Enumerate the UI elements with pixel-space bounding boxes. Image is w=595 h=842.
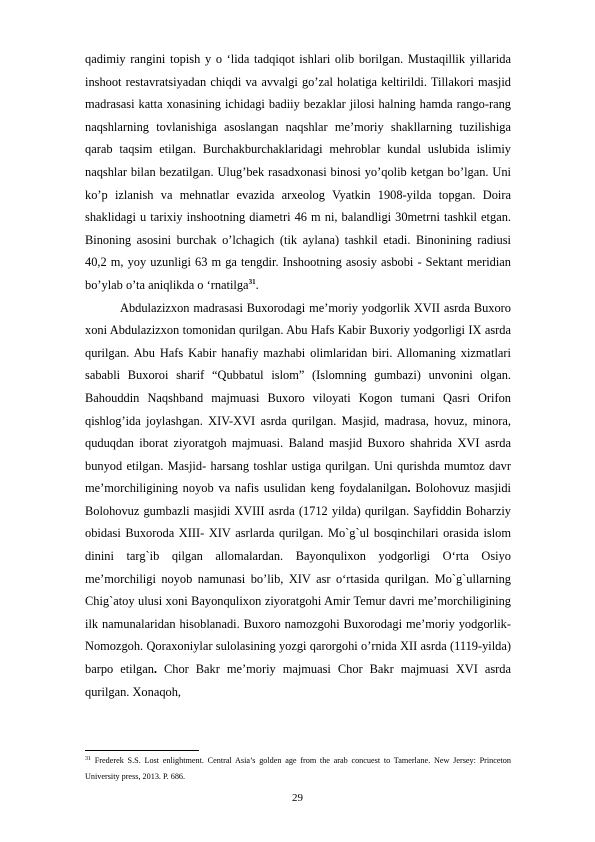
paragraph-2 <box>85 297 511 704</box>
footnote-text: Frederek S.S. Lost enlightment. Central Asia’s golden age from the arab concuest to Tamerlane. New Jersey: Princeton University press, 2013. P. 686. <box>85 756 511 781</box>
paragraph-2-text-a: Abdulazizxon madrasasi Buxorodagi me’moriy yodgorlik XVII asrda Buxoro xoni Abdulazizxon tomonidan qurilgan. Abu Hafs Kabir Buxoriy yodgorligi IX asrda qurilgan. Abu Hafs Kabir hanafiy mazhabi olimlaridan biri. Allomaning xizmatlari sababli Buxoroi sharif “Qubbatul islom” (Islomning gumbazi) unvonini olgan. Bahouddin Naqshband majmuasi Buxoro viloyati Kogon tumani Qasri Orifon qishlog’ida joylashgan. XIV-XVI asrda qurilgan. Masjid, madrasa, hovuz, minora, quduqdan iborat ziyoratgoh majmuasi. Baland masjid Buxoro shahrida XVI asrda bunyod etilgan. Masjid- harsang toshlar ustiga qurilgan. Uni qurishda mumtoz davr me’morchiligining noyob va nafis usulidan keng foydalanilgan <box>85 300 511 496</box>
page-number: 29 <box>292 792 303 804</box>
footnote <box>85 753 511 784</box>
bold-period-2: . <box>153 662 158 677</box>
footnote-separator <box>85 750 199 751</box>
bold-period-1: . <box>407 481 411 496</box>
paragraph-2-text-b: Bolohovuz masjidi Bolohovuz gumbazli masjidi XVIII asrda (1712 yilda) qurilgan. Sayfiddin Boharziy obidasi Buxoroda XIII- XIV asrlarda qurilgan. Mo`g`ul bosqinchilari orasida islom dinini targ`ib qilgan allomalardan. Bayonqulixon yodgorligi O‘rta Osiyo me’morchiligi noyob namunasi bo’lib, XIV asr o‘rtasida qurilgan. Mo`g`ullarning Chig`atoy ulusi xoni Bayonqulixon ziyoratgohi Amir Temur davri me’morchiligining ilk namunalaridan hisoblanadi. Buxoro namozgohi Buxorodagi me’moriy yodgorlik-Nomozgoh. Qoraxoniylar sulolasining yozgi qarorgohi o’rnida XII asrda (1119-yilda) barpo etilgan <box>85 481 511 677</box>
footnote-reference: 31 <box>248 277 256 286</box>
paragraph-1-text: qadimiy rangini topish y o ‘lida tadqiqot ishlari olib borilgan. Mustaqillik yillarida inshoot restavratsiyadan chiqdi va avvalgi go’zal holatiga keltirildi. Tillakori masjid madrasasi katta xonasining ichidagi badiiy bezaklar jilosi halning hamda rango-rang naqshlarning tovlanishiga asoslangan naqshlar me’moriy shakllarning tuzilishiga qarab taqsim etilgan. Burchakburchaklaridagi mehroblar kundal uslubida islimiy naqshlar bilan bezatilgan. Ulug’bek rasadxonasi binosi yo’qolib ketgan bo’lgan. Uni ko’p izlanish va mehnatlar evazida arxeolog Vyatkin 1908-yilda topgan. Doira shaklidagi u tarixiy inshootning diametri 46 m ni, balandligi 30metrni tashkil etgan. Binoning asosini burchak o’lchagich (tik aylana) tashkil etadi. Binonining radiusi 40,2 m, yoy uzunligi 63 m ga tengdir. Inshootning asosiy asbobi - Sektant meridian bo’ylab o’ta aniqlikda o ‘rnatilga <box>85 52 511 292</box>
body-text <box>85 48 511 703</box>
paragraph-1-end: . <box>255 277 259 292</box>
footnote-number: 31 <box>85 756 91 762</box>
paragraph-2-text-c: Chor Bakr me’moriy majmuasi Chor Bakr majmuasi XVI asrda qurilgan. Xonaqoh, <box>85 662 511 699</box>
paragraph-1 <box>85 48 511 297</box>
